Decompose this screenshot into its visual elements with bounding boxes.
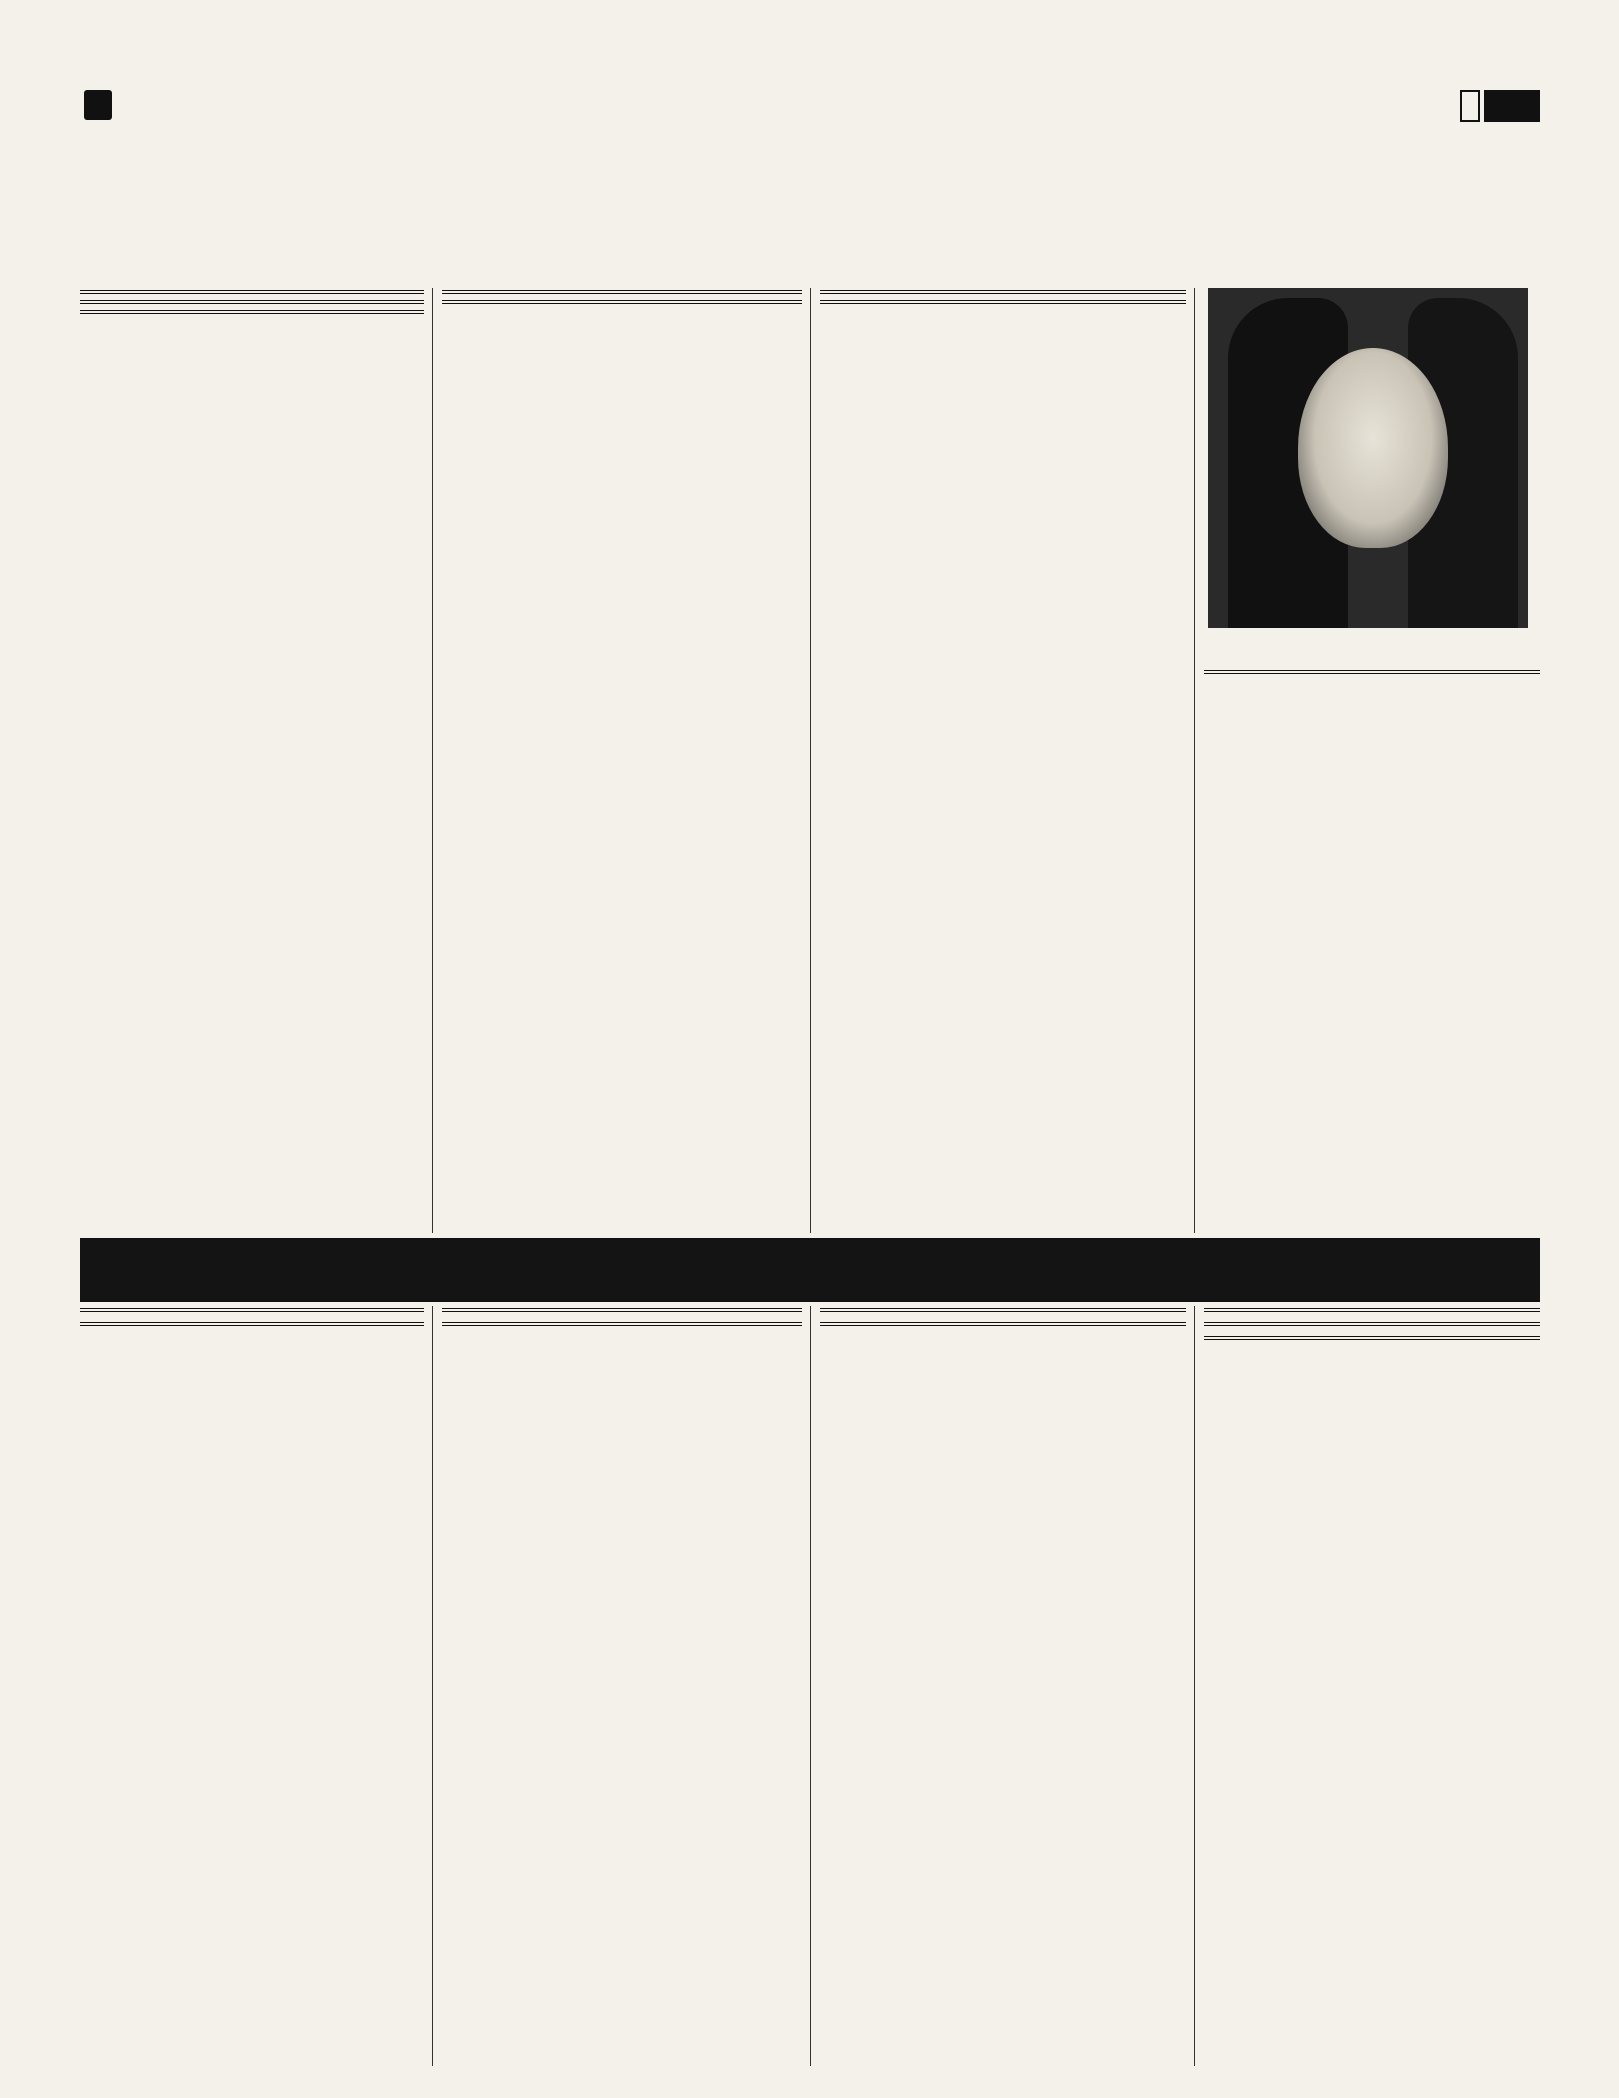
result-header	[442, 1322, 802, 1326]
results-column-3	[820, 1306, 1186, 1336]
preview-column-4	[1204, 668, 1540, 680]
newspaper-page	[80, 88, 1540, 2078]
portrait-photo	[1208, 288, 1528, 628]
column-rule	[1194, 1306, 1195, 2066]
race-preview-header	[442, 300, 802, 304]
result-header	[1204, 1336, 1540, 1340]
results-banner	[80, 1238, 1540, 1302]
page-number	[1484, 90, 1540, 122]
column-rule	[432, 288, 433, 1233]
preview-column-3	[820, 288, 1186, 310]
result-header	[442, 1308, 802, 1312]
preview-column-1	[80, 288, 424, 320]
race-preview-header	[820, 290, 1186, 294]
column-rule	[432, 1306, 433, 2066]
result-header	[80, 1308, 424, 1312]
column-rule	[810, 1306, 811, 2066]
results-column-4	[1204, 1306, 1540, 1346]
result-header	[1204, 1322, 1540, 1326]
brand-logo	[1460, 90, 1480, 122]
preview-column-2	[442, 288, 802, 310]
race-preview-header	[80, 300, 424, 304]
result-header	[1204, 1308, 1540, 1312]
race-preview-header	[80, 290, 424, 294]
result-header	[820, 1308, 1186, 1312]
results-column-2	[442, 1306, 802, 1336]
masthead	[80, 88, 1540, 124]
section-tag	[84, 90, 112, 120]
race-preview-header	[1204, 670, 1540, 674]
race-preview-header	[80, 310, 424, 314]
race-preview-header	[820, 300, 1186, 304]
column-rule	[1194, 288, 1195, 1233]
result-header	[820, 1322, 1186, 1326]
results-column-1	[80, 1306, 424, 1336]
result-header	[80, 1322, 424, 1326]
column-rule	[810, 288, 811, 1233]
race-preview-header	[442, 290, 802, 294]
